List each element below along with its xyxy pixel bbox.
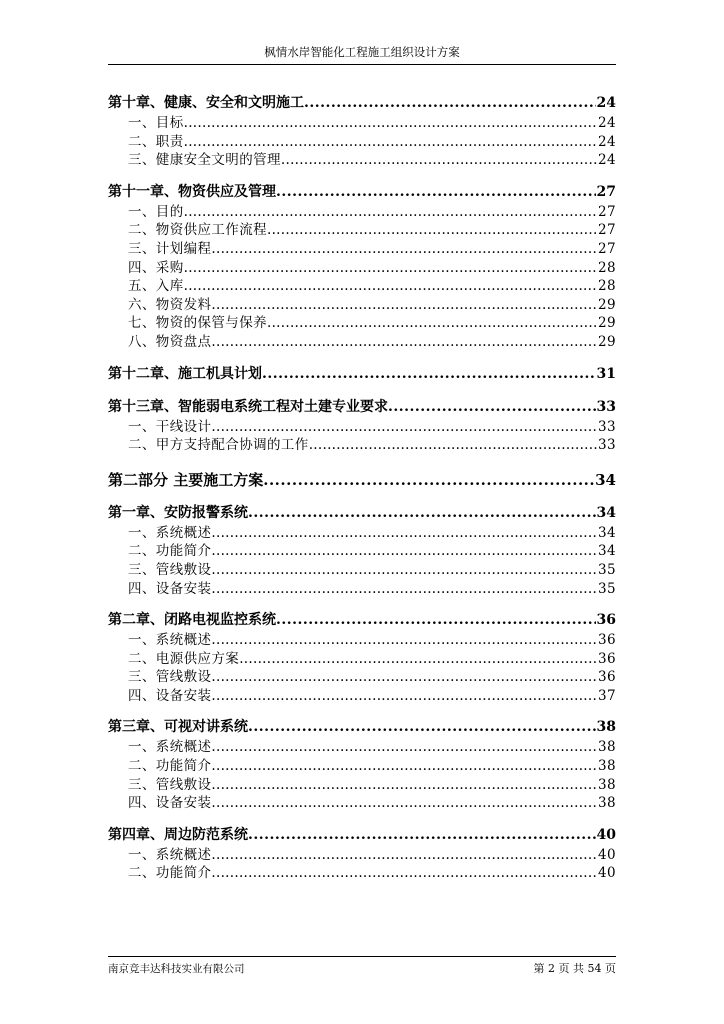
toc-dot-leader bbox=[276, 610, 596, 631]
toc-spacer bbox=[108, 352, 616, 364]
toc-section-entry[interactable] bbox=[108, 864, 616, 883]
toc-section-entry[interactable] bbox=[108, 259, 616, 278]
toc-dot-leader bbox=[211, 524, 597, 543]
toc-entry-page-number: 29 bbox=[598, 296, 616, 313]
toc-entry-label: 一、目标 bbox=[128, 115, 184, 131]
toc-entry-page-number: 27 bbox=[598, 222, 616, 239]
toc-entry-page-number: 36 bbox=[598, 669, 616, 686]
toc-entry-page-number: 24 bbox=[598, 115, 616, 131]
toc-section-entry[interactable] bbox=[108, 650, 616, 669]
toc-entry-page-number: 40 bbox=[598, 846, 616, 863]
toc-part-entry[interactable] bbox=[108, 469, 616, 491]
toc-dot-leader bbox=[309, 436, 597, 455]
toc-spacer bbox=[108, 491, 616, 503]
toc-entry-page-number: 40 bbox=[598, 865, 616, 882]
toc-entry-label: 三、管线敷设 bbox=[128, 776, 212, 793]
toc-dot-leader bbox=[211, 668, 597, 687]
toc-section-entry[interactable] bbox=[108, 776, 616, 795]
toc-entry-label: 一、系统概述 bbox=[128, 739, 212, 756]
toc-dot-leader bbox=[184, 259, 597, 278]
toc-dot-leader bbox=[211, 333, 597, 352]
toc-section-entry[interactable] bbox=[108, 240, 616, 259]
toc-chapter-entry[interactable] bbox=[108, 182, 616, 203]
toc-section-entry[interactable] bbox=[108, 418, 616, 437]
toc-section-entry[interactable] bbox=[108, 580, 616, 599]
toc-section-entry[interactable] bbox=[108, 151, 616, 170]
toc-entry-label: 三、管线敷设 bbox=[128, 561, 212, 578]
toc-dot-leader bbox=[211, 846, 597, 865]
toc-section-entry[interactable] bbox=[108, 561, 616, 580]
toc-dot-leader bbox=[239, 650, 597, 669]
toc-entry-label: 第二章、闭路电视监控系统 bbox=[108, 612, 276, 629]
toc-entry-label: 一、系统概述 bbox=[128, 846, 212, 863]
toc-dot-leader bbox=[184, 133, 597, 152]
toc-entry-label: 第十一章、物资供应及管理 bbox=[108, 183, 276, 200]
toc-section-entry[interactable] bbox=[108, 524, 616, 543]
toc-entry-page-number: 24 bbox=[598, 152, 616, 169]
toc-section-entry[interactable] bbox=[108, 794, 616, 813]
toc-entry-label: 一、系统概述 bbox=[128, 632, 212, 649]
toc-entry-page-number: 29 bbox=[598, 315, 616, 332]
toc-entry-page-number: 27 bbox=[598, 240, 616, 257]
toc-entry-page-number: 40 bbox=[596, 826, 616, 843]
toc-dot-leader bbox=[211, 296, 597, 315]
toc-dot-leader bbox=[211, 776, 597, 795]
toc-section-entry[interactable] bbox=[108, 133, 616, 152]
toc-entry-page-number: 34 bbox=[595, 470, 616, 489]
toc-section-entry[interactable] bbox=[108, 436, 616, 455]
toc-dot-leader bbox=[304, 93, 596, 114]
toc-entry-page-number: 34 bbox=[598, 524, 616, 541]
toc-chapter-entry[interactable] bbox=[108, 93, 616, 114]
toc-entry-page-number: 28 bbox=[598, 259, 616, 276]
toc-dot-leader bbox=[211, 580, 597, 599]
toc-dot-leader bbox=[248, 717, 596, 738]
toc-section-entry[interactable] bbox=[108, 668, 616, 687]
toc-dot-leader bbox=[211, 757, 597, 776]
toc-spacer bbox=[108, 385, 616, 397]
toc-dot-leader bbox=[211, 631, 597, 650]
toc-entry-page-number: 24 bbox=[598, 133, 616, 150]
toc-dot-leader bbox=[276, 182, 596, 203]
toc-section-entry[interactable] bbox=[108, 333, 616, 352]
toc-entry-label: 四、采购 bbox=[128, 259, 184, 276]
toc-entry-page-number: 35 bbox=[598, 561, 616, 578]
toc-section-entry[interactable] bbox=[108, 738, 616, 757]
toc-entry-page-number: 36 bbox=[598, 650, 616, 667]
toc-entry-label: 三、健康安全文明的管理 bbox=[128, 152, 281, 169]
toc-entry-label: 二、功能简介 bbox=[128, 543, 212, 560]
toc-spacer bbox=[108, 170, 616, 182]
toc-entry-label: 四、设备安装 bbox=[128, 687, 212, 704]
toc-entry-page-number: 38 bbox=[598, 739, 616, 756]
toc-entry-page-number: 33 bbox=[598, 437, 616, 454]
toc-entry-page-number: 38 bbox=[596, 719, 616, 736]
toc-dot-leader bbox=[388, 397, 596, 418]
toc-chapter-entry[interactable] bbox=[108, 825, 616, 846]
toc-dot-leader bbox=[184, 203, 597, 222]
toc-entry-label: 第一章、安防报警系统 bbox=[108, 504, 248, 521]
toc-entry-label: 七、物资的保管与保养 bbox=[128, 315, 267, 332]
toc-entry-label: 一、干线设计 bbox=[128, 418, 212, 435]
toc-entry-page-number: 33 bbox=[596, 398, 616, 415]
toc-dot-leader bbox=[281, 151, 597, 170]
toc-dot-leader bbox=[211, 542, 597, 561]
toc-entry-label: 二、功能简介 bbox=[128, 758, 212, 775]
toc-dot-leader bbox=[211, 794, 597, 813]
toc-entry-page-number: 29 bbox=[598, 333, 616, 350]
toc-entry-page-number: 36 bbox=[598, 632, 616, 649]
toc-entry-page-number: 36 bbox=[596, 612, 616, 629]
footer-company: 南京竞丰达科技实业有限公司 bbox=[108, 963, 245, 975]
toc-section-entry[interactable] bbox=[108, 296, 616, 315]
toc-spacer bbox=[108, 705, 616, 717]
toc-entry-label: 四、设备安装 bbox=[128, 580, 212, 597]
toc-entry-label: 二、电源供应方案 bbox=[128, 650, 240, 667]
toc-entry-page-number: 35 bbox=[598, 580, 616, 597]
toc-entry-page-number: 34 bbox=[598, 543, 616, 560]
toc-entry-page-number: 34 bbox=[596, 504, 616, 521]
header-divider bbox=[108, 64, 616, 65]
toc-entry-label: 八、物资盘点 bbox=[128, 333, 212, 350]
toc-section-entry[interactable] bbox=[108, 114, 616, 133]
toc-entry-label: 四、设备安装 bbox=[128, 795, 212, 812]
toc-entry-label: 第十三章、智能弱电系统工程对土建专业要求 bbox=[108, 398, 388, 415]
toc-entry-label: 二、物资供应工作流程 bbox=[128, 222, 267, 239]
toc-chapter-entry[interactable] bbox=[108, 717, 616, 738]
toc-dot-leader bbox=[211, 240, 597, 259]
toc-spacer bbox=[108, 813, 616, 825]
toc-entry-page-number: 27 bbox=[596, 183, 616, 200]
toc-entry-label: 二、职责 bbox=[128, 133, 184, 150]
toc-entry-page-number: 33 bbox=[598, 418, 616, 435]
toc-dot-leader bbox=[184, 277, 597, 296]
toc-section-entry[interactable] bbox=[108, 687, 616, 706]
footer-divider bbox=[108, 956, 616, 957]
toc-entry-label: 第四章、周边防范系统 bbox=[108, 826, 248, 843]
toc-dot-leader bbox=[184, 114, 597, 133]
toc-entry-page-number: 31 bbox=[596, 365, 616, 382]
toc-entry-label: 第二部分 主要施工方案 bbox=[108, 470, 264, 489]
toc-section-entry[interactable] bbox=[108, 631, 616, 650]
toc-dot-leader bbox=[211, 738, 597, 757]
toc-chapter-entry[interactable] bbox=[108, 397, 616, 418]
toc-dot-leader bbox=[262, 364, 596, 385]
toc-entry-label: 一、系统概述 bbox=[128, 524, 212, 541]
toc-entry-page-number: 38 bbox=[598, 776, 616, 793]
toc-entry-label: 第十章、健康、安全和文明施工 bbox=[108, 95, 304, 111]
toc-dot-leader bbox=[211, 418, 597, 437]
toc-entry-label: 三、管线敷设 bbox=[128, 669, 212, 686]
toc-section-entry[interactable] bbox=[108, 221, 616, 240]
toc-entry-page-number: 24 bbox=[596, 95, 616, 111]
toc-section-entry[interactable] bbox=[108, 277, 616, 296]
toc-entry-label: 三、计划编程 bbox=[128, 240, 212, 257]
toc-chapter-entry[interactable] bbox=[108, 364, 616, 385]
toc-entry-page-number: 28 bbox=[598, 278, 616, 295]
toc-dot-leader bbox=[267, 314, 597, 333]
toc-dot-leader bbox=[267, 221, 597, 240]
toc-dot-leader bbox=[211, 687, 597, 706]
toc-chapter-entry[interactable] bbox=[108, 503, 616, 524]
toc-dot-leader bbox=[211, 561, 597, 580]
toc-entry-page-number: 27 bbox=[598, 203, 616, 220]
toc-chapter-entry[interactable] bbox=[108, 610, 616, 631]
toc-dot-leader bbox=[211, 864, 597, 883]
toc-section-entry[interactable] bbox=[108, 757, 616, 776]
toc-spacer bbox=[108, 455, 616, 469]
toc-entry-label: 第三章、可视对讲系统 bbox=[108, 719, 248, 736]
toc-entry-label: 二、甲方支持配合协调的工作 bbox=[128, 437, 309, 454]
table-of-contents bbox=[108, 93, 616, 883]
toc-section-entry[interactable] bbox=[108, 203, 616, 222]
toc-section-entry[interactable] bbox=[108, 542, 616, 561]
toc-entry-label: 五、入库 bbox=[128, 278, 184, 295]
toc-dot-leader bbox=[248, 825, 596, 846]
toc-spacer bbox=[108, 598, 616, 610]
footer-page-info: 第 2 页 共 54 页 bbox=[533, 962, 616, 975]
toc-dot-leader bbox=[248, 503, 596, 524]
toc-entry-label: 一、目的 bbox=[128, 203, 184, 220]
page-header-title: 枫情水岸智能化工程施工组织设计方案 bbox=[264, 45, 460, 59]
toc-entry-label: 六、物资发料 bbox=[128, 296, 212, 313]
toc-section-entry[interactable] bbox=[108, 314, 616, 333]
toc-entry-page-number: 37 bbox=[598, 687, 616, 704]
toc-entry-label: 第十二章、施工机具计划 bbox=[108, 365, 262, 382]
toc-dot-leader bbox=[263, 469, 594, 491]
toc-entry-label: 二、功能简介 bbox=[128, 865, 212, 882]
toc-entry-page-number: 38 bbox=[598, 758, 616, 775]
toc-entry-page-number: 38 bbox=[598, 795, 616, 812]
toc-section-entry[interactable] bbox=[108, 846, 616, 865]
